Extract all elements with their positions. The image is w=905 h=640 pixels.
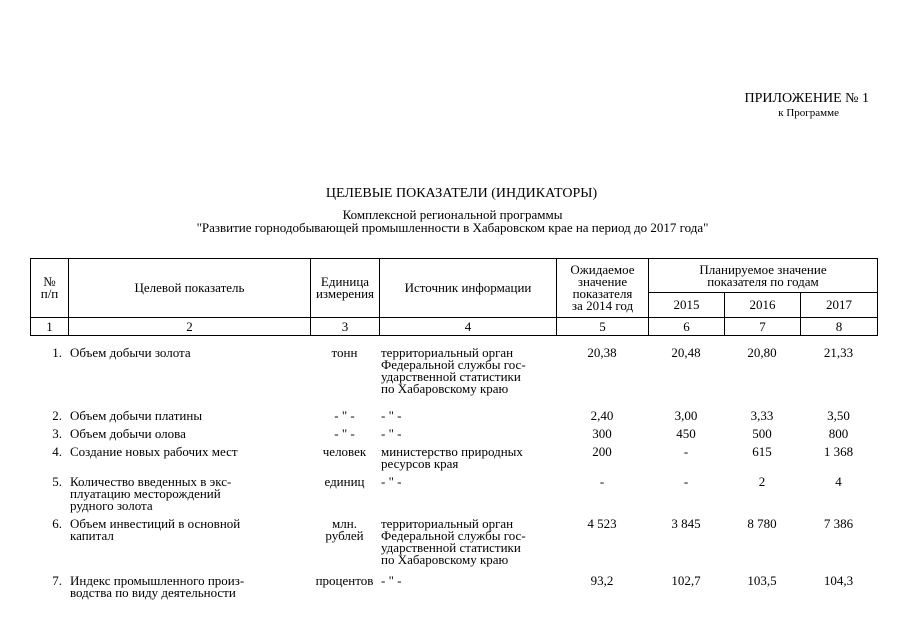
- row-unit: человек: [322, 444, 367, 459]
- row-value-2014: 2,40: [590, 408, 614, 423]
- row-indicator: Создание новых рабочих мест: [70, 444, 238, 459]
- column-number: 7: [725, 318, 801, 336]
- program-full-title: "Развитие горнодобывающей промышленности в Хабаровском крае на период до 2017 года": [196, 220, 709, 235]
- row-value-2017: 104,3: [823, 573, 854, 588]
- row-value-2017: 4: [835, 474, 842, 489]
- row-source: территориальный орган Федеральной службы гос- ударственной статистики по Хабаровскому краю: [381, 345, 526, 396]
- row-value-2015: -: [683, 444, 689, 459]
- row-unit: - " -: [334, 408, 355, 423]
- table-row: [30, 347, 877, 410]
- row-value-2014: 20,38: [587, 345, 617, 360]
- row-source: - " -: [381, 474, 402, 489]
- table-row: [30, 575, 877, 605]
- row-value-2017: 1 368: [823, 444, 854, 459]
- column-number: 1: [31, 318, 69, 336]
- row-number: 2.: [52, 408, 62, 423]
- row-unit: тонн: [331, 345, 358, 360]
- column-number: 8: [801, 318, 878, 336]
- row-unit: - " -: [334, 426, 355, 441]
- row-value-2016: 3,33: [750, 408, 774, 423]
- program-name: Комплексной региональной программы: [342, 207, 563, 222]
- header-source: Источник информации: [380, 259, 557, 318]
- table-row: [30, 518, 877, 575]
- row-value-2015: 3 845: [671, 516, 701, 531]
- header-planned: Планируемое значение показателя по годам: [649, 259, 878, 293]
- row-number: 4.: [52, 444, 62, 459]
- row-value-2016: 500: [752, 426, 772, 441]
- row-value-2014: 300: [592, 426, 612, 441]
- header-year-2015: 2015: [649, 293, 725, 318]
- row-number: 5.: [52, 474, 62, 489]
- row-source: - " -: [381, 573, 402, 588]
- appendix-number: ПРИЛОЖЕНИЕ № 1: [744, 91, 869, 106]
- appendix-reference: к Программе: [778, 107, 839, 119]
- row-number: 3.: [52, 426, 62, 441]
- column-number: 3: [311, 318, 380, 336]
- row-number: 1.: [52, 345, 62, 360]
- row-value-2016: 8 780: [747, 516, 777, 531]
- column-number: 4: [380, 318, 557, 336]
- row-unit: единиц: [324, 474, 365, 489]
- row-indicator: Количество введенных в экс- плуатацию месторождений рудного золота: [70, 474, 232, 513]
- row-value-2017: 7 386: [823, 516, 854, 531]
- row-source: - " -: [381, 426, 402, 441]
- row-value-2015: 450: [676, 426, 696, 441]
- table-row: [30, 476, 877, 518]
- row-source: территориальный орган Федеральной службы гос- ударственной статистики по Хабаровскому краю: [381, 516, 526, 567]
- row-number: 6.: [52, 516, 62, 531]
- row-indicator: Индекс промышленного произ- водства по виду деятельности: [70, 573, 245, 600]
- document-title: ЦЕЛЕВЫЕ ПОКАЗАТЕЛИ (ИНДИКАТОРЫ): [325, 186, 598, 201]
- row-source: министерство природных ресурсов края: [381, 444, 523, 471]
- row-value-2016: 615: [752, 444, 772, 459]
- row-value-2014: 93,2: [590, 573, 614, 588]
- row-value-2014: 200: [592, 444, 612, 459]
- row-value-2016: 2: [758, 474, 766, 489]
- row-unit: процентов: [315, 573, 374, 588]
- row-value-2017: 21,33: [823, 345, 854, 360]
- indicators-table-header: [30, 258, 878, 336]
- appendix-label: [745, 91, 870, 121]
- column-number: 2: [69, 318, 311, 336]
- table-row: [30, 446, 877, 476]
- row-indicator: Объем добычи олова: [70, 426, 186, 441]
- header-num: № п/п: [31, 259, 69, 318]
- row-value-2014: -: [599, 474, 605, 489]
- header-unit: Единица измерения: [311, 259, 380, 318]
- document-title-block: [0, 186, 905, 234]
- row-value-2014: 4 523: [587, 516, 617, 531]
- row-indicator: Объем инвестиций в основной капитал: [70, 516, 241, 543]
- header-indicator: Целевой показатель: [69, 259, 311, 318]
- row-indicator: Объем добычи золота: [70, 345, 191, 360]
- row-value-2016: 103,5: [747, 573, 777, 588]
- row-indicator: Объем добычи платины: [70, 408, 203, 423]
- header-expected-2014: Ожидаемое значение показателя за 2014 год: [557, 259, 649, 318]
- row-value-2017: 3,50: [827, 408, 850, 423]
- column-number: 5: [557, 318, 649, 336]
- header-year-2016: 2016: [725, 293, 801, 318]
- header-year-2017: 2017: [801, 293, 878, 318]
- row-value-2015: 102,7: [671, 573, 701, 588]
- column-number: 6: [649, 318, 725, 336]
- row-value-2015: -: [683, 474, 689, 489]
- row-value-2017: 800: [828, 426, 849, 441]
- row-unit: млн. рублей: [325, 516, 364, 543]
- row-value-2016: 20,80: [747, 345, 777, 360]
- row-value-2015: 20,48: [671, 345, 701, 360]
- row-number: 7.: [52, 573, 62, 588]
- row-value-2015: 3,00: [674, 408, 698, 423]
- indicators-table-body: [30, 347, 877, 605]
- row-source: - " -: [381, 408, 402, 423]
